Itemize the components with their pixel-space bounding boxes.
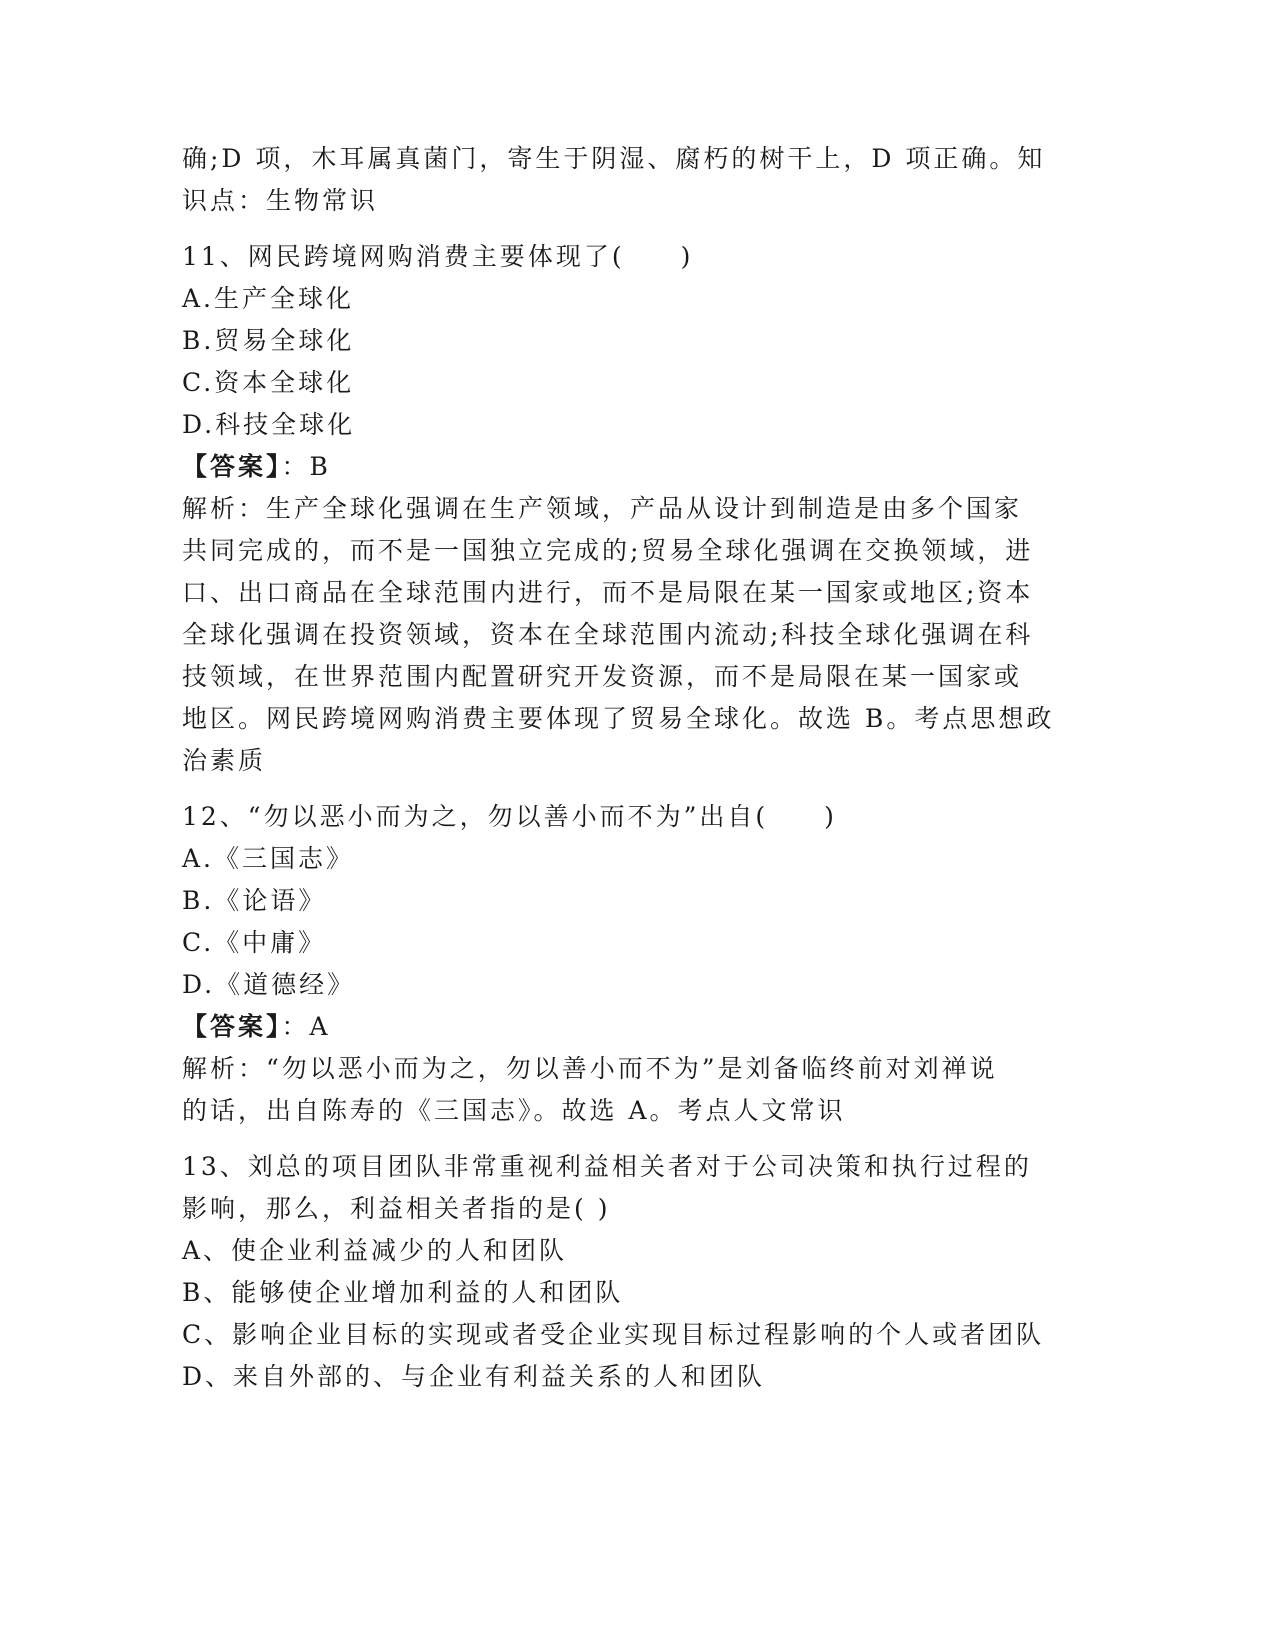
analysis-line: 解析：“勿以恶小而为之，勿以善小而不为”是刘备临终前对刘禅说 — [182, 1054, 998, 1083]
question-12 — [182, 796, 1042, 1132]
answer-line — [182, 1006, 1042, 1048]
answer-value: ：A — [281, 1012, 331, 1041]
option-c: C.《中庸》 — [182, 928, 327, 957]
answer-label: 【答案】 — [182, 452, 282, 481]
question-13 — [182, 1146, 1045, 1398]
option-b: B、能够使企业增加利益的人和团队 — [182, 1278, 624, 1307]
question-stem: 11、网民跨境网购消费主要体现了( ) — [182, 242, 694, 271]
answer-line — [182, 446, 1042, 488]
option-c: C.资本全球化 — [182, 368, 355, 397]
question-stem: 影响，那么，利益相关者指的是( ) — [182, 1194, 611, 1223]
question-stem: 13、刘总的项目团队非常重视利益相关者对于公司决策和执行过程的 — [182, 1152, 1032, 1181]
option-a: A.《三国志》 — [182, 844, 355, 873]
analysis-line: 口、出口商品在全球范围内进行，而不是局限在某一国家或地区;资本 — [182, 578, 1034, 607]
analysis-line: 共同完成的，而不是一国独立完成的;贸易全球化强调在交换领域，进 — [182, 536, 1034, 565]
option-b: B.《论语》 — [182, 886, 327, 915]
question-stem: 12、“勿以恶小而为之，勿以善小而不为”出自( ) — [182, 802, 837, 831]
answer-label: 【答案】 — [182, 1012, 282, 1041]
question-11 — [182, 236, 1055, 782]
analysis-line: 技领域，在世界范围内配置研究开发资源，而不是局限在某一国家或 — [182, 662, 1023, 691]
option-a: A、使企业利益减少的人和团队 — [182, 1236, 568, 1265]
answer-value: ：B — [281, 452, 331, 481]
option-d: D.《道德经》 — [182, 970, 356, 999]
text-line: 确;D 项，木耳属真菌门，寄生于阴湿、腐朽的树干上，D 项正确。知 — [182, 144, 1046, 173]
analysis-line: 解析：生产全球化强调在生产领域，产品从设计到制造是由多个国家 — [182, 494, 1023, 523]
option-d: D、来自外部的、与企业有利益关系的人和团队 — [182, 1362, 766, 1391]
analysis-line: 地区。网民跨境网购消费主要体现了贸易全球化。故选 B。考点思想政 — [182, 704, 1055, 733]
analysis-line: 治素质 — [182, 746, 267, 775]
option-b: B.贸易全球化 — [182, 326, 355, 355]
text-line: 识点：生物常识 — [182, 186, 379, 215]
document-page — [182, 138, 1055, 1398]
analysis-line: 全球化强调在投资领域，资本在全球范围内流动;科技全球化强调在科 — [182, 620, 1034, 649]
analysis-line: 的话，出自陈寿的《三国志》。故选 A。考点人文常识 — [182, 1096, 846, 1125]
option-c: C、影响企业目标的实现或者受企业实现目标过程影响的个人或者团队 — [182, 1320, 1045, 1349]
option-a: A.生产全球化 — [182, 284, 355, 313]
previous-explanation-tail — [182, 138, 1046, 222]
option-d: D.科技全球化 — [182, 410, 356, 439]
